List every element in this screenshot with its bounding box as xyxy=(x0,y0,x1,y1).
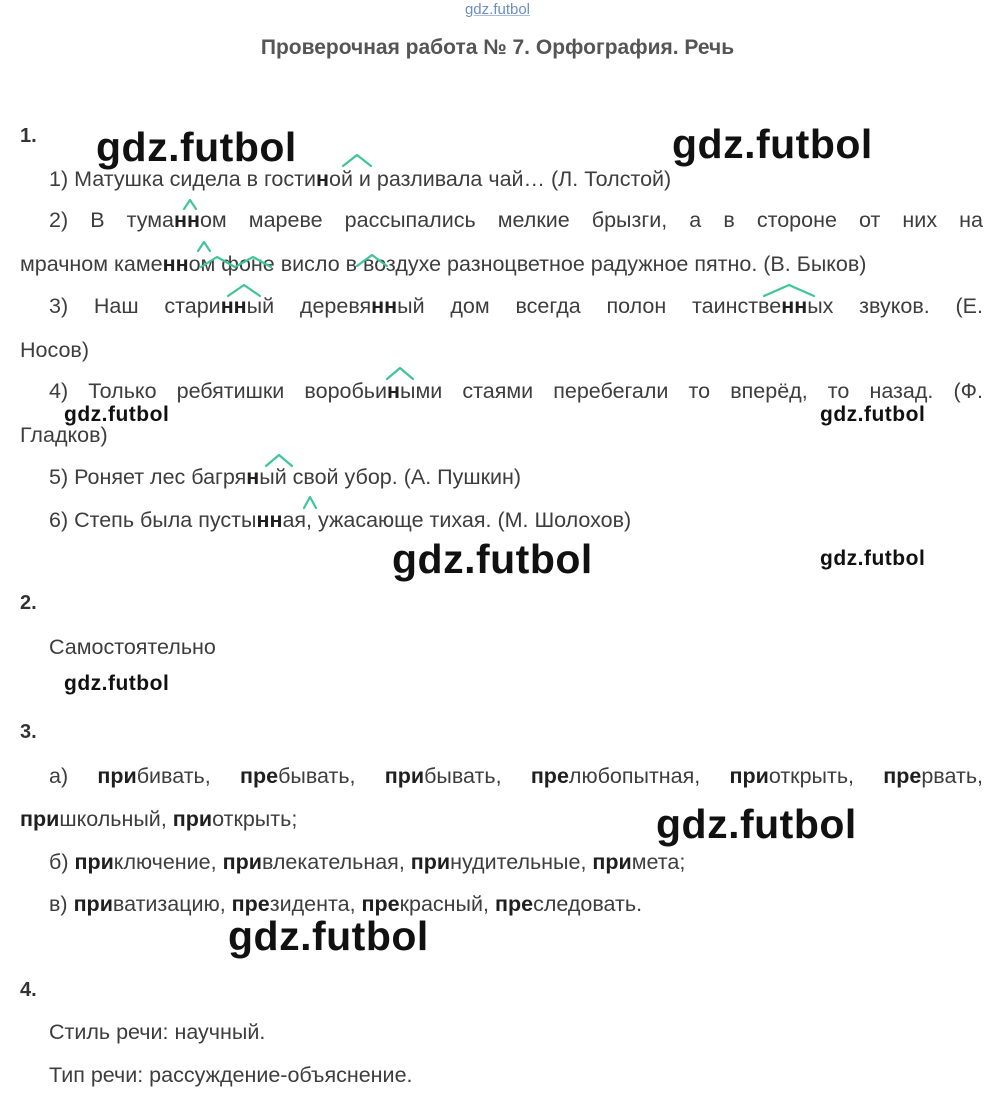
task-1-number: 1. xyxy=(20,125,37,147)
prefix-word: приоткрыть xyxy=(172,807,292,831)
prefix-word: прервать xyxy=(883,764,978,788)
highlight-letters: нн xyxy=(220,294,247,318)
highlight-letter: н xyxy=(387,379,401,403)
watermark: gdz.futbol xyxy=(672,121,873,167)
highlight-letters: нн xyxy=(371,294,398,318)
highlight-vowel: и xyxy=(618,850,632,874)
suffix-mark-icon xyxy=(302,494,318,510)
watermark: gdz.futbol xyxy=(64,403,170,426)
task-3-line-c: в) приватизацию, президента, прекрасный, преследовать. xyxy=(49,892,643,916)
highlight-vowel: и xyxy=(755,764,769,788)
highlight-vowel: е xyxy=(257,892,270,916)
suffix-mark-icon xyxy=(226,282,262,298)
prefix-word: прелюбопытная xyxy=(530,764,695,788)
highlight-vowel: е xyxy=(387,892,400,916)
prefix-word: приватизацию xyxy=(73,892,220,916)
suffix-mark-icon xyxy=(762,282,816,298)
task-2-answer: Самостоятельно xyxy=(49,635,216,659)
watermark: gdz.futbol xyxy=(64,672,170,695)
task-1-sentence-1: 1) Матушка сидела в гостиной и разливала чай… (Л. Толстой) xyxy=(49,167,672,191)
task-4-type: Тип речи: рассуждение-объяснение. xyxy=(49,1063,413,1087)
page-title: Проверочная работа № 7. Орфография. Речь xyxy=(260,36,735,59)
highlight-letter: н xyxy=(246,465,260,489)
highlight-letters: нн xyxy=(173,208,200,232)
suffix-mark-icon xyxy=(199,253,273,269)
task-4-style: Стиль речи: научный. xyxy=(49,1020,266,1044)
highlight-letters: нн xyxy=(162,252,189,276)
task-2-number: 2. xyxy=(20,592,37,614)
task-1-sentence-3-line-1: 3) Наш старинный деревянный дом всегда полон таинственных звуков. (Е. xyxy=(49,294,983,318)
suffix-mark-icon xyxy=(385,365,415,381)
prefix-word: принудительные xyxy=(410,850,581,874)
highlight-vowel: и xyxy=(46,807,60,831)
highlight-vowel: е xyxy=(909,764,922,788)
prefix-word: примета xyxy=(592,850,680,874)
prefix-word: прекрасный xyxy=(361,892,484,916)
task-1-sentence-4-line-1: 4) Только ребятишки воробьиными стаями перебегали то вперёд, то назад. (Ф. xyxy=(49,379,983,403)
prefix-word: президента xyxy=(231,892,350,916)
prefix-word: прибивать xyxy=(97,764,205,788)
task-1-sentence-4-line-2: Гладков) xyxy=(20,423,108,447)
task-1-sentence-2-line-2: мрачном каменном фоне висло в воздухе разноцветное радужное пятно. (В. Быков) xyxy=(20,252,867,276)
suffix-mark-icon xyxy=(341,152,373,168)
task-1-sentence-6: 6) Степь была пустынная, ужасающе тихая. (М. Шолохов) xyxy=(49,508,632,532)
task-1-sentence-3-line-2: Носов) xyxy=(20,338,90,362)
suffix-mark-icon xyxy=(196,239,212,253)
task-3-line-a-1: а) прибивать, пребывать, прибывать, прелюбопытная, приоткрыть, прервать, xyxy=(49,764,983,788)
highlight-vowel: и xyxy=(123,764,137,788)
watermark: gdz.futbol xyxy=(228,913,429,959)
watermark: gdz.futbol xyxy=(820,403,926,426)
suffix-mark-icon xyxy=(182,197,198,211)
highlight-vowel: и xyxy=(410,764,425,788)
site-watermark-link[interactable]: gdz.futbol xyxy=(464,1,531,18)
watermark: gdz.futbol xyxy=(820,547,926,570)
highlight-vowel: и xyxy=(99,892,113,916)
highlight-vowel: и xyxy=(198,807,213,831)
watermark: gdz.futbol xyxy=(656,801,857,847)
suffix-mark-icon xyxy=(355,252,389,268)
highlight-letter: н xyxy=(315,167,329,191)
task-3-line-b: б) приключение, привлекательная, принудительные, примета; xyxy=(49,850,686,874)
prefix-word: привлекательная xyxy=(222,850,399,874)
highlight-vowel: и xyxy=(248,850,262,874)
highlight-vowel: е xyxy=(521,892,534,916)
prefix-word: прибывать xyxy=(384,764,496,788)
task-3-number: 3. xyxy=(20,721,37,743)
prefix-word: приоткрыть xyxy=(729,764,849,788)
task-4-number: 4. xyxy=(20,979,37,1001)
highlight-vowel: и xyxy=(436,850,451,874)
prefix-word: пребывать xyxy=(239,764,350,788)
prefix-word: приключение xyxy=(74,850,211,874)
highlight-letters: нн xyxy=(256,508,283,532)
highlight-vowel: и xyxy=(100,850,114,874)
task-1-sentence-5: 5) Роняет лес багряный свой убор. (А. Пушкин) xyxy=(49,465,522,489)
prefix-word: преследовать xyxy=(494,892,637,916)
task-1-sentence-2-line-1: 2) В туманном мареве рассыпались мелкие брызги, а в стороне от них на xyxy=(49,208,983,232)
watermark: gdz.futbol xyxy=(96,124,297,170)
watermark: gdz.futbol xyxy=(392,536,593,582)
task-3-line-a-2: пришкольный, приоткрыть; xyxy=(20,807,298,831)
highlight-vowel: е xyxy=(556,764,569,788)
highlight-letters: нн xyxy=(781,294,808,318)
prefix-word: пришкольный xyxy=(20,807,161,831)
suffix-mark-icon xyxy=(264,452,294,468)
highlight-vowel: е xyxy=(266,764,279,788)
